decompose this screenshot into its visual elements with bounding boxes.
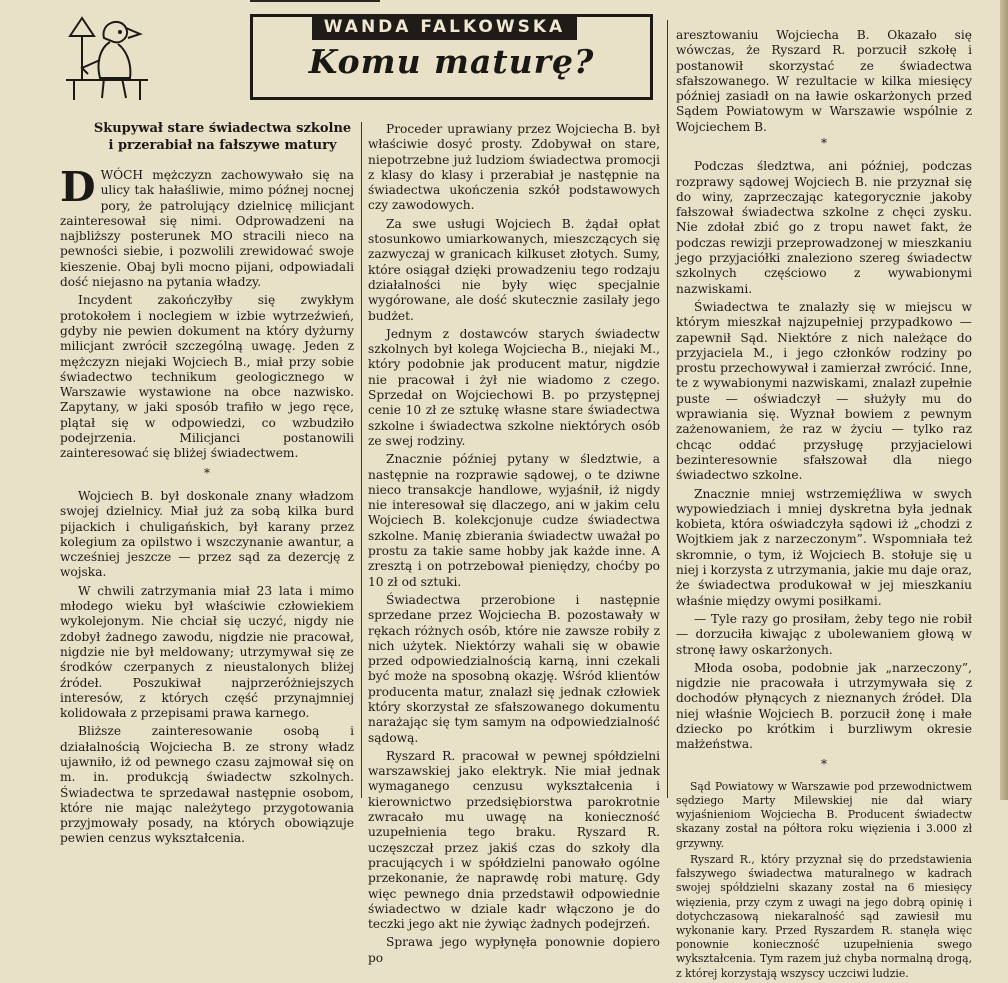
- paragraph: — Tyle razy go prosiłam, żeby tego nie robił — dorzuciła kiwając z ubolewaniem głową w stronę ławy oskarżonych.: [676, 611, 972, 657]
- paragraph: Proceder uprawiany przez Wojciecha B. był właściwie dosyć prosty. Zdobywał on stare, niepotrzebne już ludziom świadectwa promocji z klasy do klasy i przerabiał je następnie na świadectwa ukończenia szkół podstawowych czy zawodowych.: [368, 122, 660, 213]
- paragraph: Jednym z dostawców starych świadectw szkolnych był kolega Wojciecha B., niejaki M., który podobnie jak producent matur, nigdzie nie pracował i żył nie wiadomo z czego. Sprzedał on Wojciechowi B. po przystępnej cenie 10 zł ze sztukę własne stare świadectwa szkolne i świadectwa szkolne niektórych osób ze swej rodziny.: [368, 326, 660, 448]
- paragraph: Świadectwa te znalazły się w miejscu w którym mieszkał najzupełniej przypadkowo — zapewnił Sąd. Niektóre z nich należące do przyjaciela M., i jego członków rodziny po prostu przechowywał i zamierzał zwrócić. Inne, te z wywabionymi nazwiskami, znalazł zupełnie puste — oświadczył — służyły mu do wprawiania się. Wyznał bowiem z pewnym zażenowaniem, że raz w życiu — tylko raz chcąc oddać przysługę przyjacielowi bezinteresownie sfałszował dla niego świadectwo szkolne.: [676, 299, 972, 483]
- column-divider: [361, 122, 362, 798]
- page-edge: [1000, 0, 1008, 800]
- column-3-continuation: [676, 28, 972, 135]
- paragraph: aresztowaniu Wojciecha B. Okazało się wówczas, że Ryszard R. porzucił szkołę i postanowił skorzystać ze świadectwa sfałszowanego. W rezultacie w kilka miesięcy później zasiadł on na ławie oskarżonych przed Sądem Powiatowym w Warszawie wspólnie z Wojciechem B.: [676, 28, 972, 134]
- paragraph: Ryszard R. pracował w pewnej spółdzielni warszawskiej jako elektryk. Nie miał jednak wymaganego cenzusu wykształcenia i kierownictwo przedsiębiorstwa parokrotnie zwracało mu uwagę na konieczność uzupełnienia tego braku. Ryszard R. uczęszczał przez jakiś czas do szkoły dla pracujących i w spółdzielni panowało ogólne przekonanie, że naprawdę robi maturę. Gdy więc pewnego dnia przedstawił odpowiednie świadectwo w dziale kadr włączono je do teczki jego akt nie żywiąc żadnych podejrzeń.: [368, 748, 660, 932]
- paragraph: Sąd Powiatowy w Warszawie pod przewodnictwem sędziego Marty Milewskiej nie dał wiary wyjaśnieniom Wojciecha B. Producent świadectw skazany został na półtora roku więzienia i 3.000 zł grzywny.: [676, 779, 972, 850]
- asterisk-icon: *: [204, 465, 210, 480]
- column-1: [60, 163, 354, 850]
- column-divider: [667, 20, 668, 798]
- paragraph: Incydent zakończyłby się zwykłym protokołem i noclegiem w izbie wytrzeźwień, gdyby nie pewien dokument na który dyżurny milicjant zwrócił szczególną uwagę. Jeden z mężczyzn niejaki Wojciech B., miał przy sobie świadectwo technikum geologicznego w Warszawie wystawione na obce nazwisko. Zapytany, w jaki sposób trafiło w jego ręce, plątał się w odpowiedzi, co wzbudziło podejrzenia. Milicjanci postanowili zainteresować się bliżej świadectwem.: [60, 293, 354, 461]
- verdict-section: [676, 780, 972, 981]
- article-subtitle: Skupywał stare świadectwa szkolne i przerabiał na fałszywe matury: [93, 121, 352, 153]
- paragraph: Ryszard R., który przyznał się do przedstawienia fałszywego świadectwa maturalnego w kadrach swojej spółdzielni skazany został na 6 miesięcy więzienia, przy czym z uwagi na jego dobrą opinię i dotychczasową niekaralność sąd zawiesił mu wykonanie kary. Przed Ryszardem R. stanęła więc ponownie konieczność uzupełnienia swego wykształcenia. Tym razem już chyba normalną drogą, z której korzystają wszyscy uczciwi ludzie.: [676, 852, 972, 980]
- column-3: [676, 132, 972, 983]
- paragraph: Za swe usługi Wojciech B. żądał opłat stosunkowo umiarkowanych, mieszczących się zazwyczaj w granicach kilkuset złotych. Sumy, które osiągał dzięki prowadzeniu tego rodzaju działalności nie były więc specjalnie wygórowane, ale dość skutecznie zasilały jego budżet.: [368, 216, 660, 323]
- paragraph: DWÓCH mężczyzn zachowywało się na ulicy tak hałaśliwie, mimo późnej nocnej pory, że patrolujący dzielnicę milicjant zainteresował się nimi. Odprowadzeni na najbliższy posterunek MO stracili nieco na pewności siebie, i pozwolili zrewidować swoje kieszenie. Obaj byli mocno pijani, odpowiadali dość niejasno na pytania władzy.: [60, 163, 354, 290]
- author-name: WANDA FALKOWSKA: [312, 14, 577, 40]
- paragraph: Młoda osoba, podobnie jak „narzeczony”, nigdzie nie pracowała i utrzymywała się z dochodów płynących z nieznanych źródeł. Dla niej właśnie Wojciech B. porzucił żonę i małe dziecko po krótkim i burzliwym okresie małżeństwa.: [676, 660, 972, 752]
- paragraph: Wojciech B. był doskonale znany władzom swojej dzielnicy. Miał już za sobą kilka burd pijackich i chuligańskich, był karany przez kolegium za opilstwo i wszczynanie awantur, a wcześniej jeszcze — przez sąd za dezercję z wojska.: [60, 488, 354, 580]
- top-rule: [250, 0, 380, 2]
- asterisk-icon: *: [821, 136, 827, 150]
- paragraph: Znacznie później pytany w śledztwie, a następnie na rozprawie sądowej, o te dziwne nieco transakcje handlowe, wyjaśnił, iż nigdy nie interesował się dlaczego, ani w jakim celu Wojciech B. kolekcjonuje cudze świadectwa szkolne. Manię zbierania świadectw uważał po prostu za takie same hobby jak każde inne. A zresztą i on potrzebował pieniędzy, choćby po 10 zł od sztuki.: [368, 452, 660, 589]
- dropcap: D: [60, 163, 96, 211]
- asterisk-icon: *: [821, 756, 827, 771]
- article-title: Komu maturę?: [308, 42, 595, 81]
- paragraph: Bliższe zainteresowanie osobą i działalnością Wojciecha B. ze strony władz ujawniło, iż od pewnego czasu zajmował się on m. in. produkcją świadectw szkolnych. Świadectwa te sprzedawał następnie osobom, które nie mając należytego przygotowania przyjmowały posady, na których obowiązuje pewien cenzus wykształcenia.: [60, 724, 354, 846]
- paragraph: Świadectwa przerobione i następnie sprzedane przez Wojciecha B. pozostawały w rękach różnych osób, które nie zawsze robiły z nich użytek. Niektórzy wahali się w obawie przed odpowiedzialnością karną, inni czekali być może na sposobną okazję. Wśród klientów producenta matur, znalazł się jednak człowiek który skorzystał ze sfałszowanego dokumentu narażając się tym samym na odpowiedzialność sądową.: [368, 592, 660, 745]
- paragraph: W chwili zatrzymania miał 23 lata i mimo młodego wieku był właściwie człowiekiem wykolejonym. Nie chciał się uczyć, nigdy nie zdobył żadnego zawodu, nigdzie nie pracował, nigdzie nie był meldowany; utrzymywał się ze środków czerpanych z nieustalonych bliżej źródeł. Poszukiwał najprzeróżniejszych interesów, z których część przynajmniej kolidowała z przepisami prawa karnego.: [60, 583, 354, 721]
- person-with-lamp-icon: [60, 8, 155, 103]
- paragraph: Znacznie mniej wstrzemięźliwa w swych wypowiedziach i mniej dyskretna była jednak kobieta, która oświadczyła sądowi iż „chodzi z Wojtkiem jak z narzeczonym”. Wspomniała też skromnie, o tym, iż Wojciech B. stołuje się u niej i korzysta z utrzymania, jakie mu daje oraz, że świadectwa produkował w jej mieszkaniu właśnie między owymi posiłkami.: [676, 486, 972, 608]
- paragraph: Podczas śledztwa, ani później, podczas rozprawy sądowej Wojciech B. nie przyznał się do winy, zaprzeczając kategorycznie jakoby fałszował świadectwa szkolne z chęci zysku. Nie zdołał zbić go z tropu nawet fakt, że podczas rewizji przeprowadzonej w mieszkaniu jego przyjaciółki znaleziono szereg świadectw szkolnych częściowo z wywabionymi nazwiskami.: [676, 159, 972, 296]
- paragraph: Sprawa jego wypłynęła ponownie dopiero po: [368, 935, 660, 965]
- column-2: [368, 122, 660, 969]
